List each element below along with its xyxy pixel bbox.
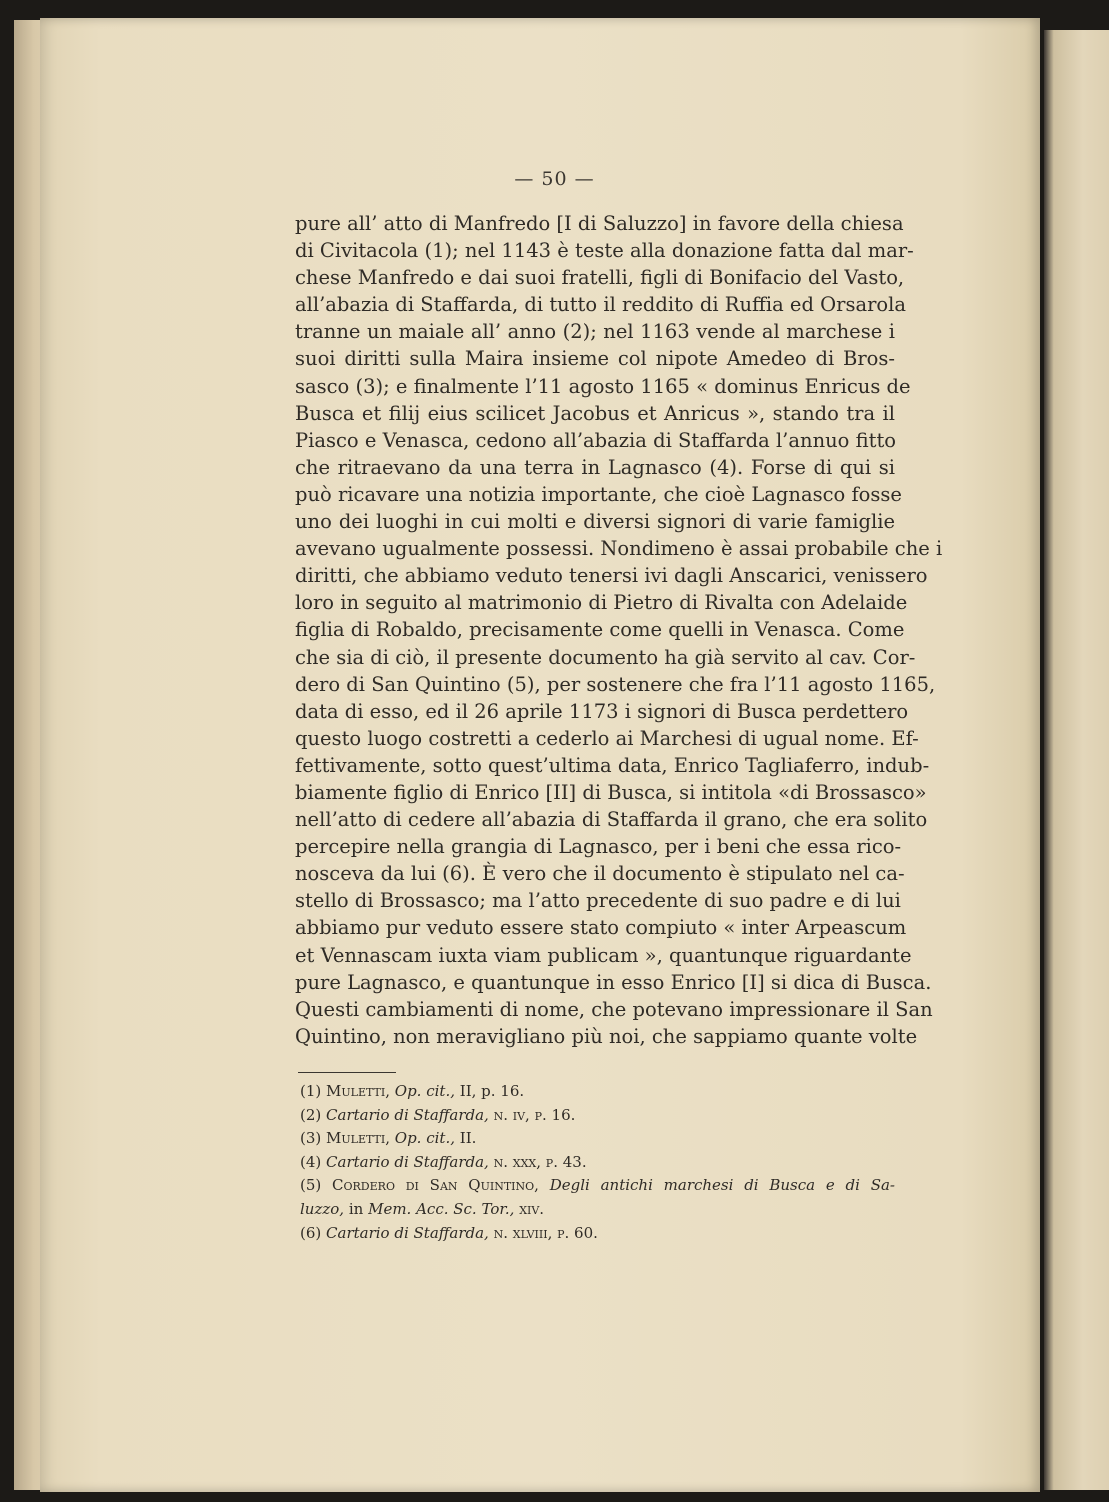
footnote: (5) Cordero di San Quintino, Degli antichi marchesi di Busca e di Sa- <box>300 1176 895 1195</box>
text-line: loro in seguito al matrimonio di Pietro di Rivalta con Adelaide <box>295 591 908 615</box>
text-line: pure all’ atto di Manfredo [I di Saluzzo] in favore della chiesa <box>295 212 904 235</box>
text-line: Piasco e Venasca, cedono all’abazia di Staffarda l’annuo fitto <box>295 428 897 452</box>
text-line: all’abazia di Staffarda, di tutto il reddito di Ruffia ed Orsarola <box>295 293 907 317</box>
text-line: figlia di Robaldo, precisamente come quelli in Venasca. Come <box>295 618 905 642</box>
page-number: — 50 — <box>514 168 595 190</box>
text-line: Busca et filij eius scilicet Jacobus et Anricus », stando tra il <box>295 401 895 425</box>
text-line: di Civitacola (1); nel 1143 è teste alla donazione fatta dal mar- <box>295 239 914 263</box>
text-line: che sia di ciò, il presente documento ha già servito al cav. Cor- <box>295 645 916 669</box>
footnote-divider <box>298 1072 396 1073</box>
text-line: può ricavare una notizia importante, che cioè Lagnasco fosse <box>295 482 902 506</box>
text-line: Quintino, non meravigliano più noi, che sappiamo quante volte <box>295 1024 918 1048</box>
text-line: questo luogo costretti a cederlo ai Marchesi di ugual nome. Ef- <box>295 726 919 750</box>
text-line: Questi cambiamenti di nome, che potevano impressionare il San <box>295 997 933 1021</box>
footnote: (4) Cartario di Staffarda, n. xxx, p. 43. <box>300 1152 587 1171</box>
text-line: abbiamo pur veduto essere stato compiuto « inter Arpeascum <box>295 916 907 940</box>
text-line: uno dei luoghi in cui molti e diversi signori di varie famiglie <box>295 510 895 534</box>
text-line: nosceva da lui (6). È vero che il documento è stipulato nel ca- <box>295 862 905 886</box>
text-line: dero di San Quintino (5), per sostenere che fra l’11 agosto 1165, <box>295 672 936 696</box>
text-line: nell’atto di cedere all’abazia di Staffarda il grano, che era solito <box>295 808 928 832</box>
next-page-edge <box>1044 30 1109 1490</box>
footnotes <box>300 1080 895 1245</box>
text-line: percepire nella grangia di Lagnasco, per i beni che essa rico- <box>295 835 902 859</box>
footnote: (6) Cartario di Staffarda, n. xlviii, p. 60. <box>300 1223 598 1242</box>
text-line: biamente figlio di Enrico [II] di Busca, si intitola «di Brossasco» <box>295 780 927 804</box>
text-line: suoi diritti sulla Maira insieme col nipote Amedeo di Bros- <box>295 347 895 371</box>
footnote: (1) Muletti, Op. cit., II, p. 16. <box>300 1082 525 1100</box>
text-line: che ritraevano da una terra in Lagnasco (4). Forse di qui si <box>295 455 895 479</box>
footnote: (3) Muletti, Op. cit., II. <box>300 1129 477 1148</box>
body-text <box>295 210 943 1050</box>
text-line: stello di Brossasco; ma l’atto precedente di suo padre e di lui <box>295 889 901 913</box>
text-line: diritti, che abbiamo veduto tenersi ivi dagli Anscarici, venissero <box>295 564 928 588</box>
text-line: et Vennascam iuxta viam publicam », quantunque riguardante <box>295 943 912 967</box>
text-line: data di esso, ed il 26 aprile 1173 i signori di Busca perdettero <box>295 699 909 723</box>
footnote: (2) Cartario di Staffarda, n. iv, p. 16. <box>300 1105 576 1124</box>
text-line: avevano ugualmente possessi. Nondimeno è assai probabile che i <box>295 537 943 561</box>
text-line: sasco (3); e finalmente l’11 agosto 1165 « dominus Enricus de <box>295 374 911 398</box>
footnote-continuation: luzzo, in Mem. Acc. Sc. Tor., xiv. <box>300 1199 545 1218</box>
text-line: chese Manfredo e dai suoi fratelli, figli di Bonifacio del Vasto, <box>295 266 905 290</box>
text-line: tranne un maiale all’ anno (2); nel 1163 vende al marchese i <box>295 320 895 344</box>
text-line: fettivamente, sotto quest’ultima data, Enrico Tagliaferro, indub- <box>295 753 930 777</box>
text-line: pure Lagnasco, e quantunque in esso Enrico [I] si dica di Busca. <box>295 970 932 994</box>
